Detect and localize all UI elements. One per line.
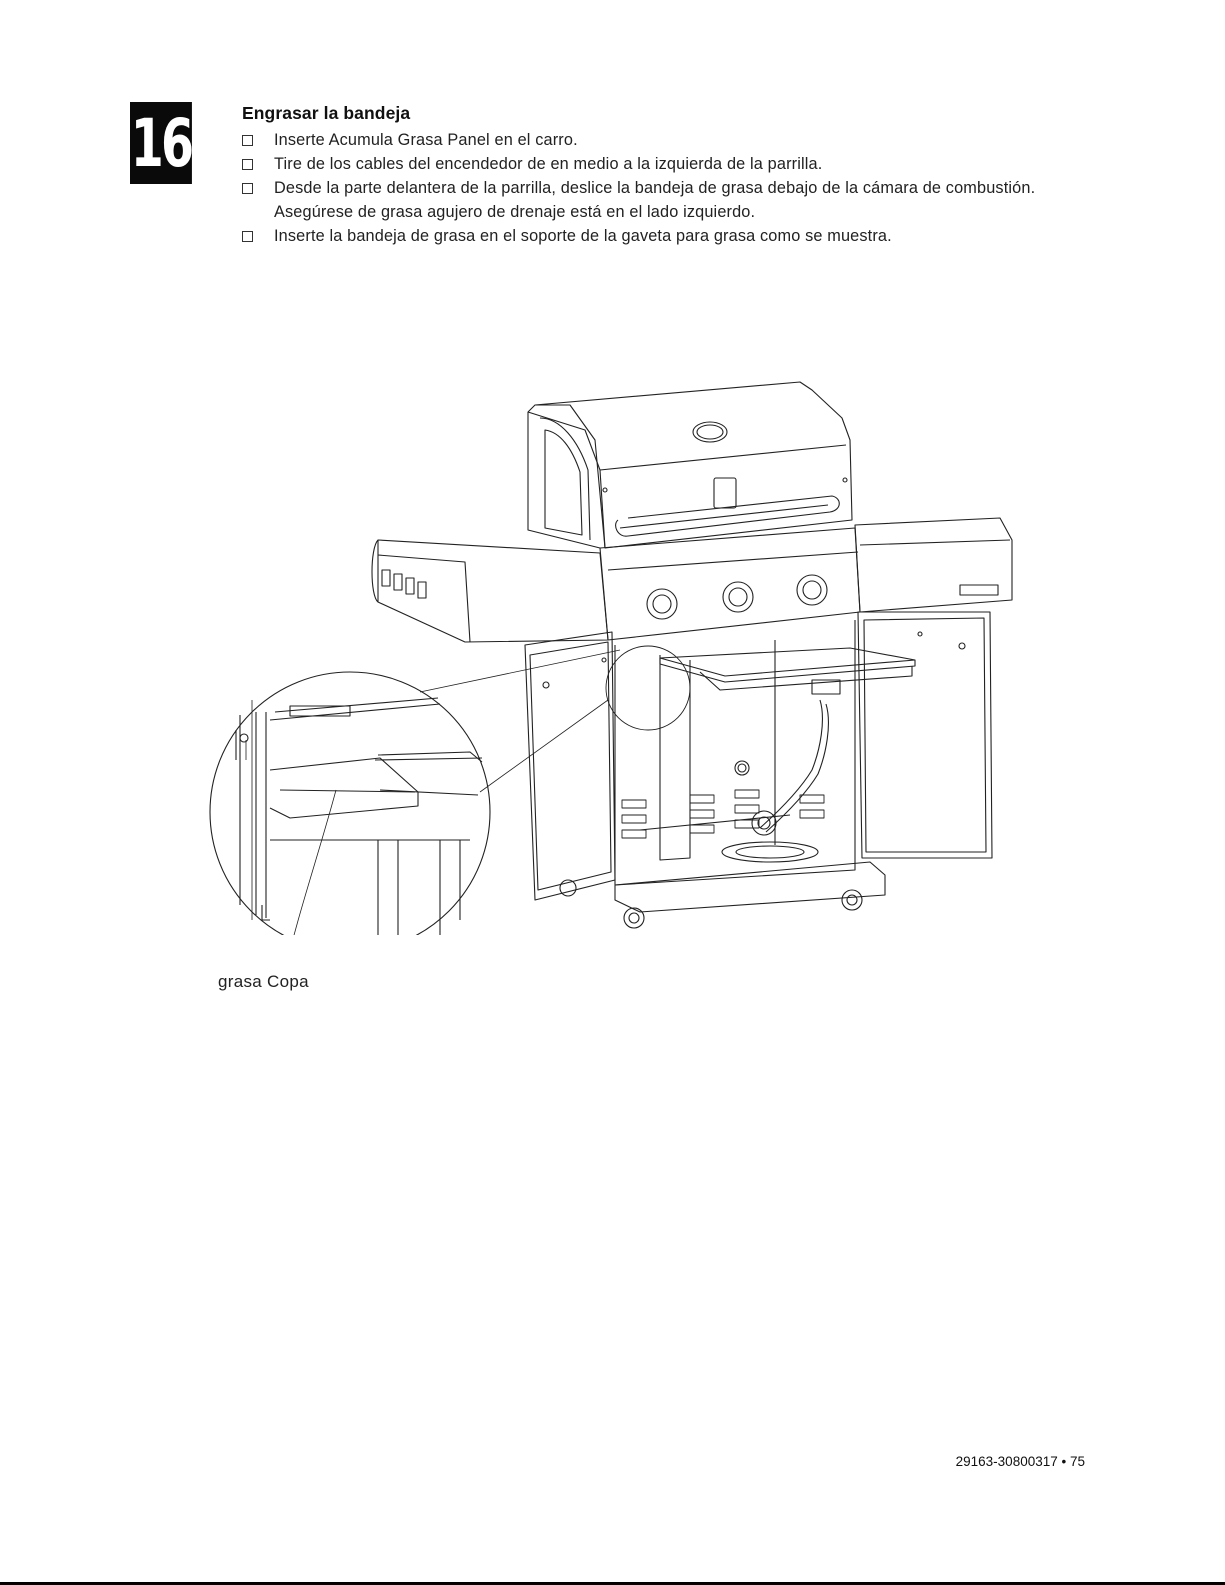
bullet-text: Inserte Acumula Grasa Panel en el carro. bbox=[274, 131, 578, 149]
bullet-text: Inserte la bandeja de grasa en el soporte de la gaveta para grasa como se muestra. bbox=[274, 227, 892, 245]
left-cabinet-door bbox=[525, 632, 615, 900]
bullet-text: Desde la parte delantera de la parrilla, deslice la bandeja de grasa debajo de la cámara de combustión. Asegúrese de grasa agujero de drenaje está en el lado izquierdo. bbox=[274, 179, 1036, 221]
checkbox-icon bbox=[242, 159, 253, 170]
control-panel bbox=[600, 528, 860, 640]
instruction-list bbox=[242, 128, 1062, 248]
right-side-shelf bbox=[855, 518, 1012, 612]
checkbox-icon bbox=[242, 135, 253, 146]
detail-highlight-circle bbox=[606, 646, 690, 730]
right-cabinet-door bbox=[858, 612, 992, 858]
step-number: 16 bbox=[130, 104, 192, 182]
checkbox-icon bbox=[242, 231, 253, 242]
grease-tray bbox=[660, 648, 915, 690]
left-side-shelf bbox=[372, 540, 608, 642]
list-item bbox=[242, 152, 1062, 176]
page-number: 29163-30800317 • 75 bbox=[955, 1454, 1085, 1469]
step-number-badge bbox=[130, 102, 192, 184]
grease-cup-callout-label: grasa Copa bbox=[218, 972, 309, 991]
list-item bbox=[242, 224, 1062, 248]
grill-cart bbox=[615, 620, 885, 912]
zoom-detail bbox=[210, 672, 490, 935]
list-item bbox=[242, 176, 1062, 224]
grill-assembly-diagram bbox=[200, 375, 1020, 935]
list-item bbox=[242, 128, 1062, 152]
step-instructions bbox=[242, 103, 1062, 248]
checkbox-icon bbox=[242, 183, 253, 194]
wheel-icon bbox=[560, 880, 862, 928]
bullet-text: Tire de los cables del encendedor de en medio a la izquierda de la parrilla. bbox=[274, 155, 823, 173]
step-title: Engrasar la bandeja bbox=[242, 103, 411, 123]
grill-lid bbox=[528, 382, 852, 548]
